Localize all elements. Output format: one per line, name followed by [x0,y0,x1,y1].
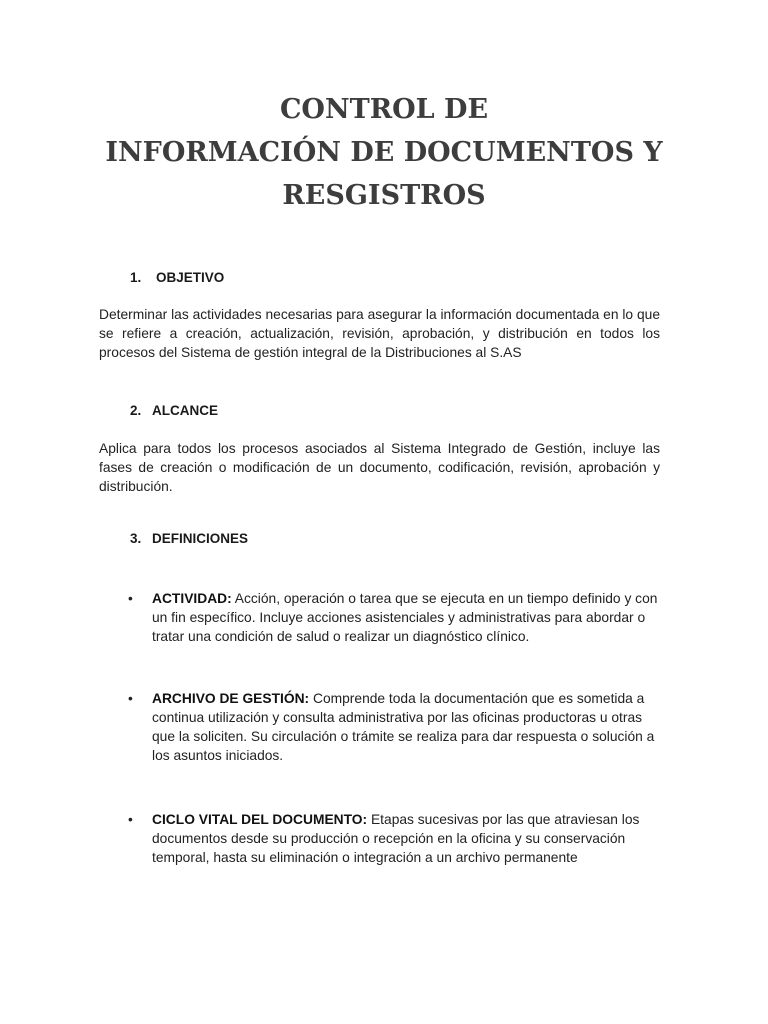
definition-item-archivo-de-gestion [128,689,660,765]
bullet-icon: • [128,591,133,606]
definition-body: Comprende toda la documentación que es sometida a continua utilización y consulta administrativa por las oficinas productoras u otras que la soliciten. Su circulación o trámite se realiza para dar respuesta o solución a los asuntos iniciados. [152,691,655,763]
section-number: 1. [130,270,142,285]
definition-term: ARCHIVO DE GESTIÓN: [152,691,310,706]
document-title [0,88,768,217]
definition-body: Acción, operación o tarea que se ejecuta en un tiempo definido y con un fin específico. Incluye acciones asistenciales y administrativas para abordar o tratar una condición de salud o realizar un diagnóstico clínico. [152,591,658,644]
title-line: RESGISTROS [282,180,486,211]
bullet-icon: • [128,691,133,706]
definition-term: CICLO VITAL DEL DOCUMENTO: [152,812,368,827]
definition-item-ciclo-vital [128,810,660,867]
section-title: ALCANCE [152,403,218,418]
section-number: 2. [130,403,142,418]
definition-item-actividad [128,589,660,646]
bullet-icon: • [128,812,133,827]
title-line: INFORMACIÓN DE DOCUMENTOS Y [105,137,663,168]
definition-text [152,810,660,867]
section-title: OBJETIVO [156,270,225,285]
section-heading-alcance [130,403,218,418]
section-paragraph-alcance: Aplica para todos los procesos asociados al Sistema Integrado de Gestión, incluye las fases de creación o modificación de un documento, codificación, revisión, aprobación y distribución. [99,441,660,494]
definition-text [152,689,660,765]
section-heading-objetivo [130,270,224,285]
section-title: DEFINICIONES [152,531,249,546]
definition-term: ACTIVIDAD: [152,591,232,606]
definition-text [152,589,660,646]
section-heading-definiciones [130,531,248,546]
section-number: 3. [130,531,142,546]
section-paragraph-objetivo: Determinar las actividades necesarias para asegurar la información documentada en lo que se refiere a creación, actualización, revisión, aprobación, y distribución en todos los procesos del Sistema de gestión integral de la Distribuciones al S.AS [99,307,660,360]
definition-body: Etapas sucesivas por las que atraviesan los documentos desde su producción o recepción en la oficina y su conservación temporal, hasta su eliminación o integración a un archivo permanente [152,812,640,865]
title-line: CONTROL DE [279,94,489,125]
